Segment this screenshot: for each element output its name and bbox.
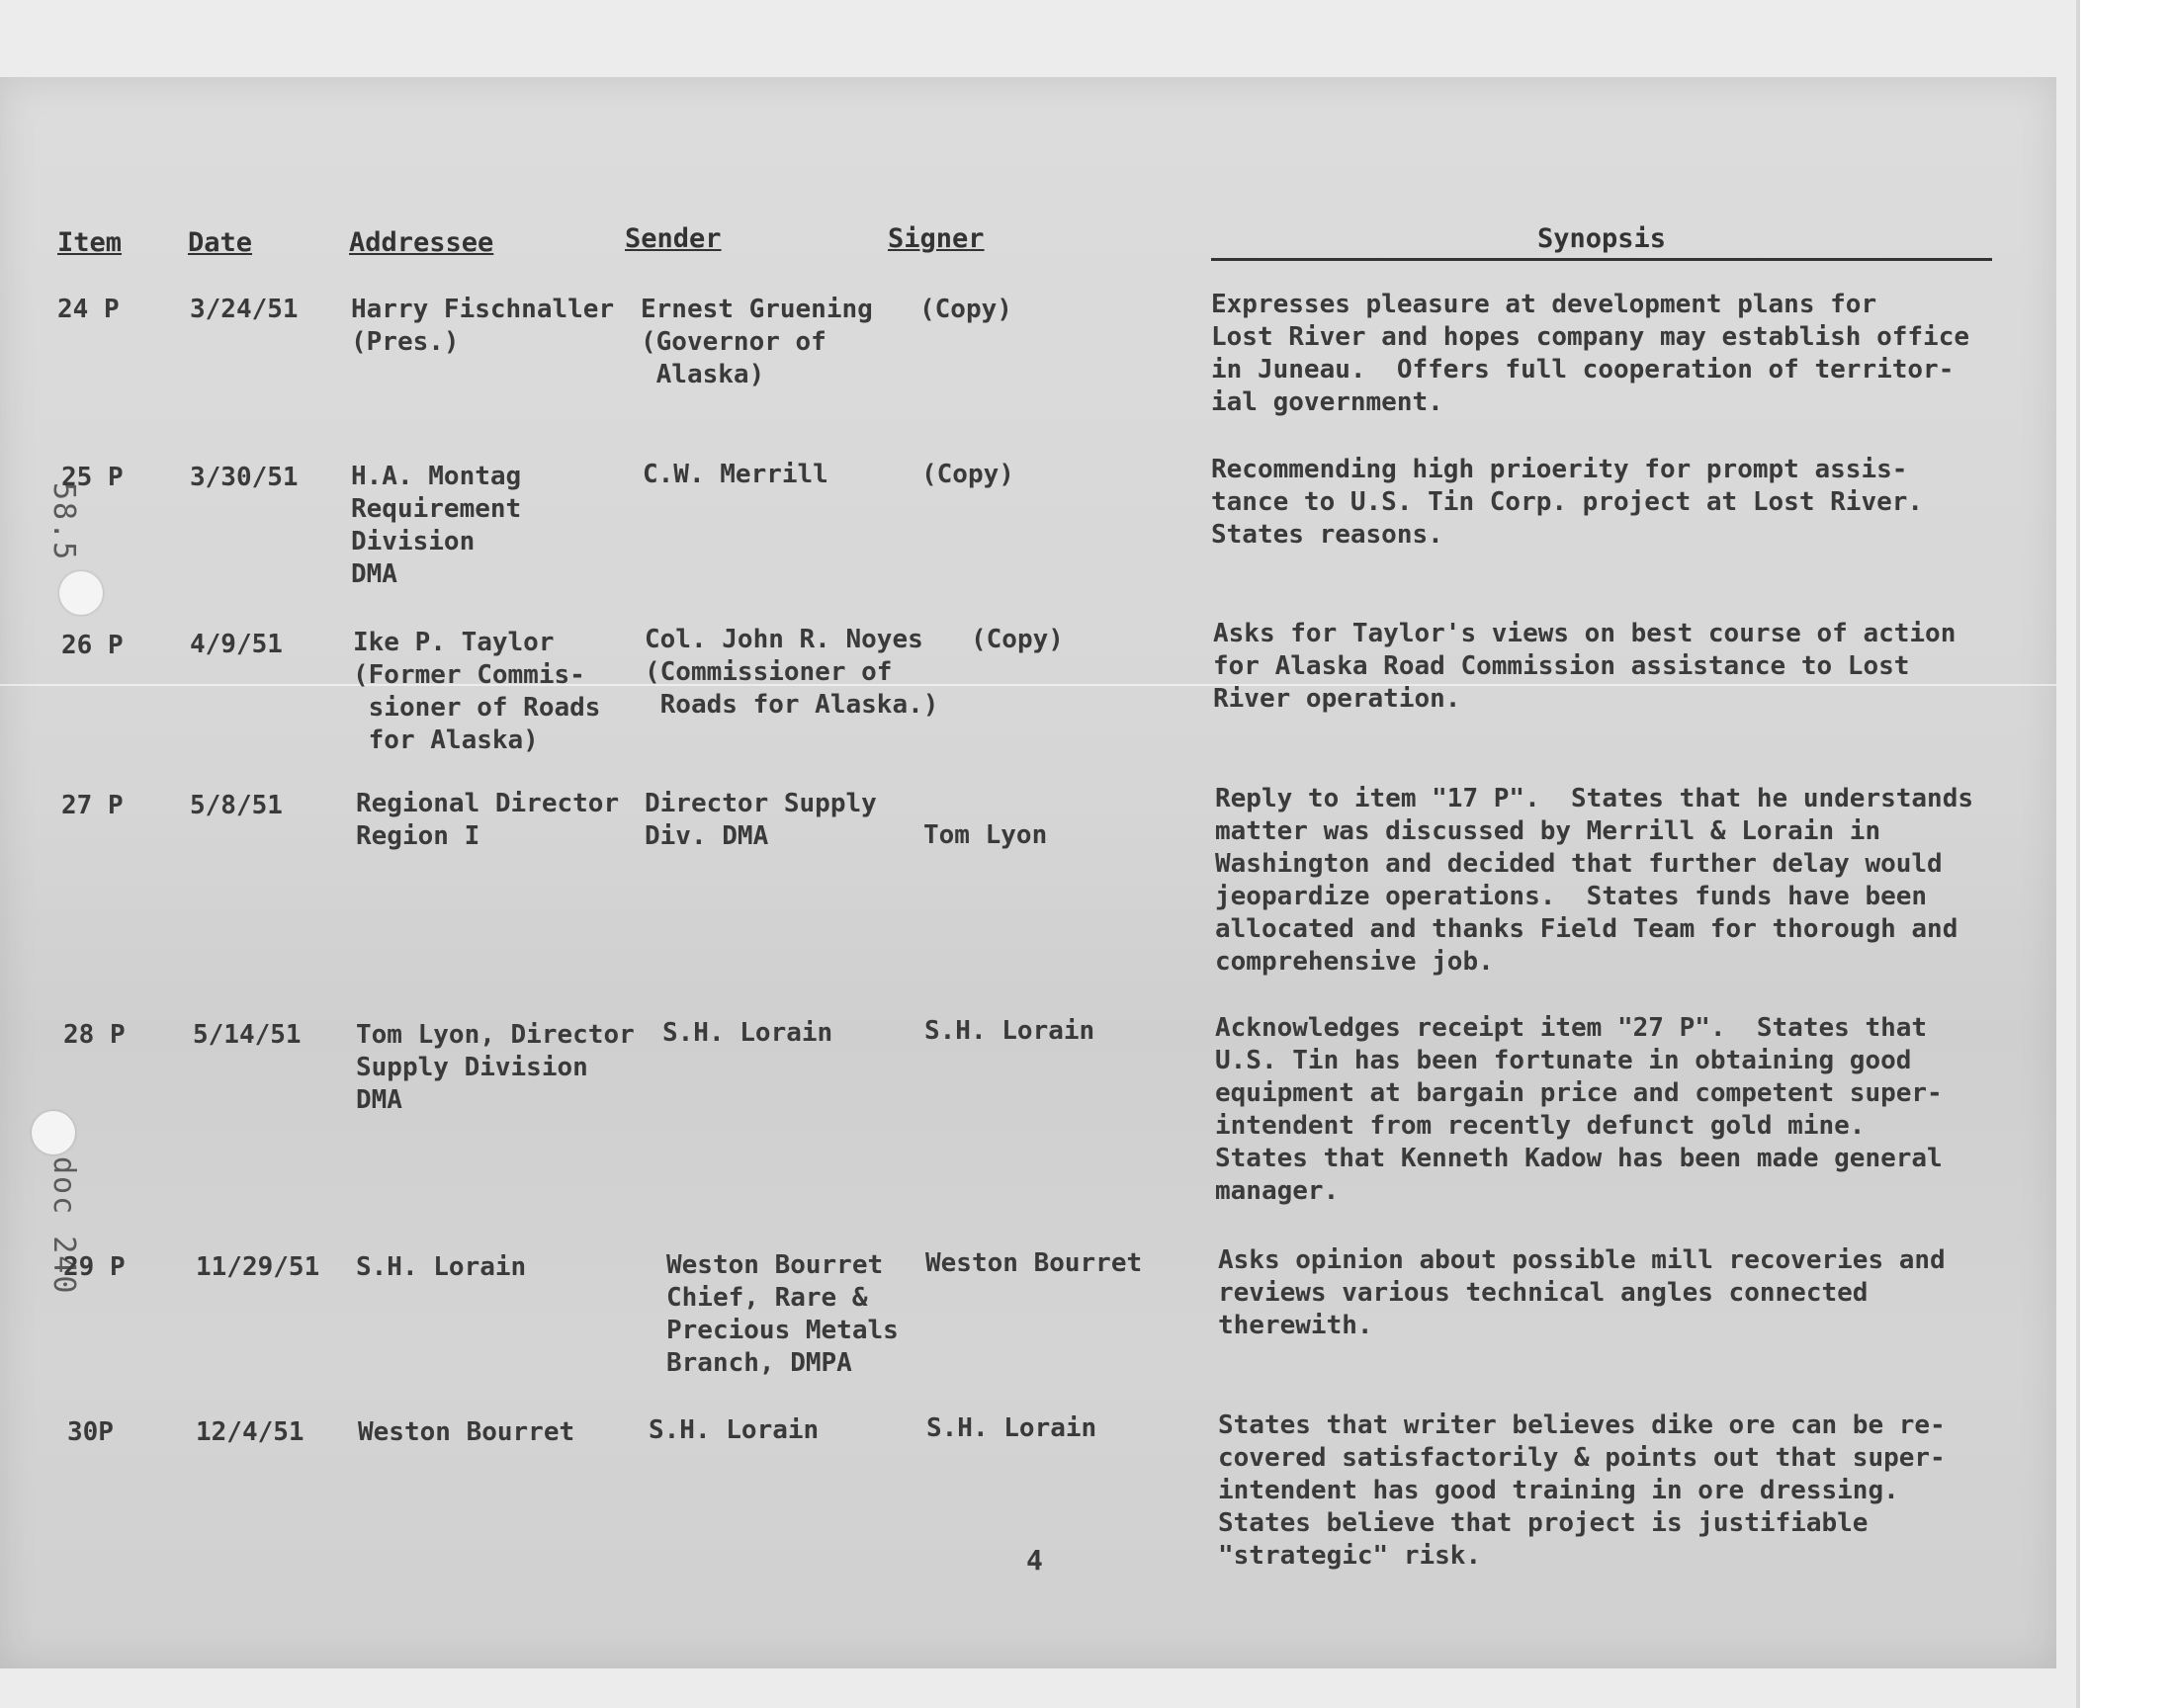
header-synopsis: Synopsis <box>1211 223 1992 261</box>
margin-stamp-upper: 58.5 <box>46 482 81 562</box>
row-synopsis: States that writer believes dike ore can be re- covered satisfactorily & points out that super- intendent has good training in ore dressing. States believe that project is justifiable "strategic" risk. <box>1218 1410 1946 1571</box>
row-synopsis: Expresses pleasure at development plans for Lost River and hopes company may establish office in Juneau. Offers full cooperation of territor- ial government. <box>1211 290 1970 417</box>
row-addressee: Regional Director Region I <box>356 789 620 851</box>
row-addressee: Harry Fischnaller (Pres.) <box>351 295 615 357</box>
header-signer: Signer <box>888 223 985 254</box>
row-date: 11/29/51 <box>196 1252 320 1282</box>
row-synopsis: Asks opinion about possible mill recoveries and reviews various technical angles connected therewith. <box>1218 1245 1946 1340</box>
row-addressee: Tom Lyon, Director Supply Division DMA <box>356 1020 635 1115</box>
row-date: 4/9/51 <box>190 630 283 659</box>
row-signer: S.H. Lorain <box>926 1413 1097 1443</box>
row-synopsis: Asks for Taylor's views on best course of action for Alaska Road Commission assistance to Lost River operation. <box>1213 619 1957 714</box>
row-sender: C.W. Merrill <box>643 460 828 489</box>
row-signer: Weston Bourret <box>925 1248 1143 1278</box>
row-item: 29 P <box>63 1252 126 1282</box>
row-item: 24 P <box>57 295 120 324</box>
row-date: 12/4/51 <box>196 1417 304 1447</box>
row-sender: S.H. Lorain <box>662 1018 833 1048</box>
row-signer: S.H. Lorain <box>924 1016 1095 1046</box>
right-margin-strip <box>2076 0 2175 1708</box>
row-addressee: Weston Bourret <box>358 1417 575 1447</box>
margin-stamp-lower: doc 240 <box>46 1156 81 1296</box>
row-signer: (Copy) <box>971 625 1064 654</box>
row-sender: Director Supply Div. DMA <box>645 789 877 851</box>
punch-hole-lower <box>32 1111 75 1154</box>
row-sender: S.H. Lorain <box>649 1415 820 1445</box>
row-date: 5/8/51 <box>190 791 283 820</box>
row-item: 25 P <box>61 463 124 492</box>
row-item: 27 P <box>61 791 124 820</box>
header-date: Date <box>188 227 253 258</box>
header-addressee: Addressee <box>349 227 494 258</box>
row-synopsis: Reply to item "17 P". States that he understands matter was discussed by Merrill & Lorain in Washington and decided that further delay would jeopardize operations. States funds have been allocated and thanks Field Team for thorough and comprehensive job. <box>1215 784 1974 977</box>
row-addressee: H.A. Montag Requirement Division DMA <box>351 462 522 589</box>
row-date: 3/24/51 <box>190 295 299 324</box>
row-item: 30P <box>67 1417 114 1447</box>
punch-hole-upper <box>59 571 103 615</box>
row-synopsis: Recommending high prioerity for prompt assis- tance to U.S. Tin Corp. project at Lost River. States reasons. <box>1211 455 1924 550</box>
row-item: 28 P <box>63 1020 126 1050</box>
row-sender: Ernest Gruening (Governor of Alaska) <box>641 295 873 389</box>
header-item: Item <box>57 227 123 258</box>
header-sender: Sender <box>625 223 722 254</box>
row-addressee: Ike P. Taylor (Former Commis- sioner of Roads for Alaska) <box>353 628 601 755</box>
row-signer: (Copy) <box>921 460 1014 489</box>
row-signer: (Copy) <box>919 295 1012 324</box>
row-signer: Tom Lyon <box>923 820 1048 850</box>
row-synopsis: Acknowledges receipt item "27 P". States that U.S. Tin has been fortunate in obtaining good equipment at bargain price and competent super- intendent from recently defunct gold mine. States that Kenneth Kadow has been made general manager. <box>1215 1013 1943 1206</box>
row-sender: Col. John R. Noyes (Commissioner of Roads for Alaska.) <box>645 625 939 720</box>
row-date: 3/30/51 <box>190 463 299 492</box>
row-date: 5/14/51 <box>193 1020 302 1050</box>
row-sender: Weston Bourret Chief, Rare & Precious Metals Branch, DMPA <box>666 1250 899 1378</box>
row-item: 26 P <box>61 631 124 660</box>
page-number: 4 <box>1026 1544 1043 1577</box>
row-addressee: S.H. Lorain <box>356 1252 527 1282</box>
